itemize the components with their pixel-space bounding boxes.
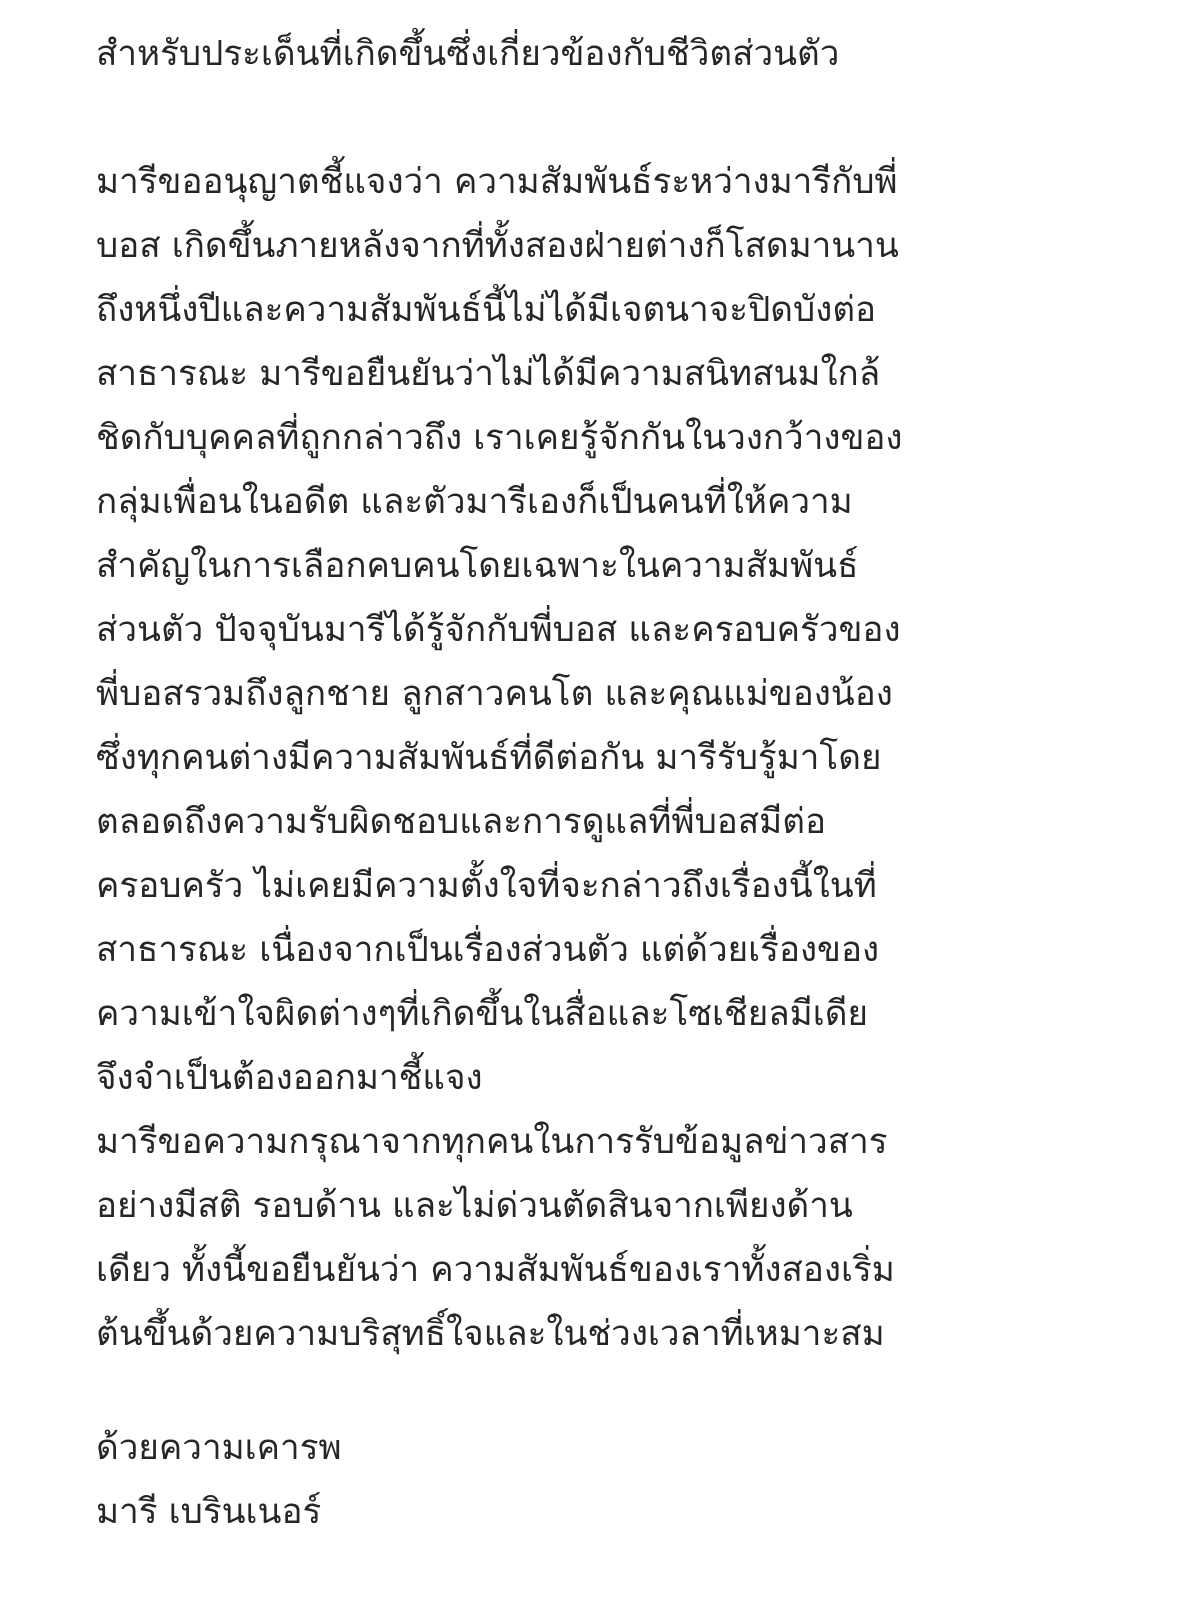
- body-line: ส่วนตัว ปัจจุบันมารีได้รู้จักกับพี่บอส และครอบครัวของ: [96, 610, 901, 650]
- body-line: สำคัญในการเลือกคบคนโดยเฉพาะในความสัมพันธ์: [96, 546, 859, 586]
- body-line: เดียว ทั้งนี้ขอยืนยันว่า ความสัมพันธ์ของเราทั้งสองเริ่ม: [96, 1250, 895, 1290]
- body-line: พี่บอสรวมถึงลูกชาย ลูกสาวคนโต และคุณแม่ของน้อง: [96, 674, 893, 714]
- statement-body: [96, 150, 1156, 1366]
- signature-name: มารี เบรินเนอร์: [96, 1492, 322, 1532]
- body-line: สาธารณะ มารีขอยืนยันว่าไม่ได้มีความสนิทสนมใกล้: [96, 354, 881, 394]
- body-line: ตลอดถึงความรับผิดชอบและการดูแลที่พี่บอสมีต่อ: [96, 802, 826, 842]
- body-line: ความเข้าใจผิดต่างๆที่เกิดขึ้นในสื่อและโซเชียลมีเดีย: [96, 994, 868, 1034]
- body-line: ถึงหนึ่งปีและความสัมพันธ์นี้ไม่ได้มีเจตนาจะปิดบังต่อ: [96, 290, 877, 330]
- body-line: สาธารณะ เนื่องจากเป็นเรื่องส่วนตัว แต่ด้วยเรื่องของ: [96, 930, 880, 970]
- closing-salutation: ด้วยความเคารพ: [96, 1428, 342, 1468]
- statement-heading: สำหรับประเด็นที่เกิดขึ้นซึ่งเกี่ยวข้องกับชีวิตส่วนตัว: [96, 34, 840, 74]
- body-line: ครอบครัว ไม่เคยมีความตั้งใจที่จะกล่าวถึงเรื่องนี้ในที่: [96, 866, 877, 906]
- body-line: ซึ่งทุกคนต่างมีความสัมพันธ์ที่ดีต่อกัน มารีรับรู้มาโดย: [96, 738, 882, 778]
- closing-spacer: [96, 1366, 1156, 1416]
- body-line: อย่างมีสติ รอบด้าน และไม่ด่วนตัดสินจากเพียงด้าน: [96, 1186, 853, 1226]
- body-line: กลุ่มเพื่อนในอดีต และตัวมารีเองก็เป็นคนที่ให้ความ: [96, 482, 853, 522]
- statement-document: [96, 22, 1156, 1544]
- body-line: บอส เกิดขึ้นภายหลังจากที่ทั้งสองฝ่ายต่างก็โสดมานาน: [96, 226, 899, 266]
- body-line: ต้นขึ้นด้วยความบริสุทธิ์ใจและในช่วงเวลาที่เหมาะสม: [96, 1314, 885, 1354]
- paragraph-spacer: [96, 86, 1156, 150]
- body-line: มารีขออนุญาตชี้แจงว่า ความสัมพันธ์ระหว่างมารีกับพี่: [96, 162, 898, 202]
- body-line: ชิดกับบุคคลที่ถูกกล่าวถึง เราเคยรู้จักกันในวงกว้างของ: [96, 418, 903, 458]
- body-line: จึงจำเป็นต้องออกมาชี้แจง: [96, 1058, 483, 1098]
- body-line: มารีขอความกรุณาจากทุกคนในการรับข้อมูลข่าวสาร: [96, 1122, 888, 1162]
